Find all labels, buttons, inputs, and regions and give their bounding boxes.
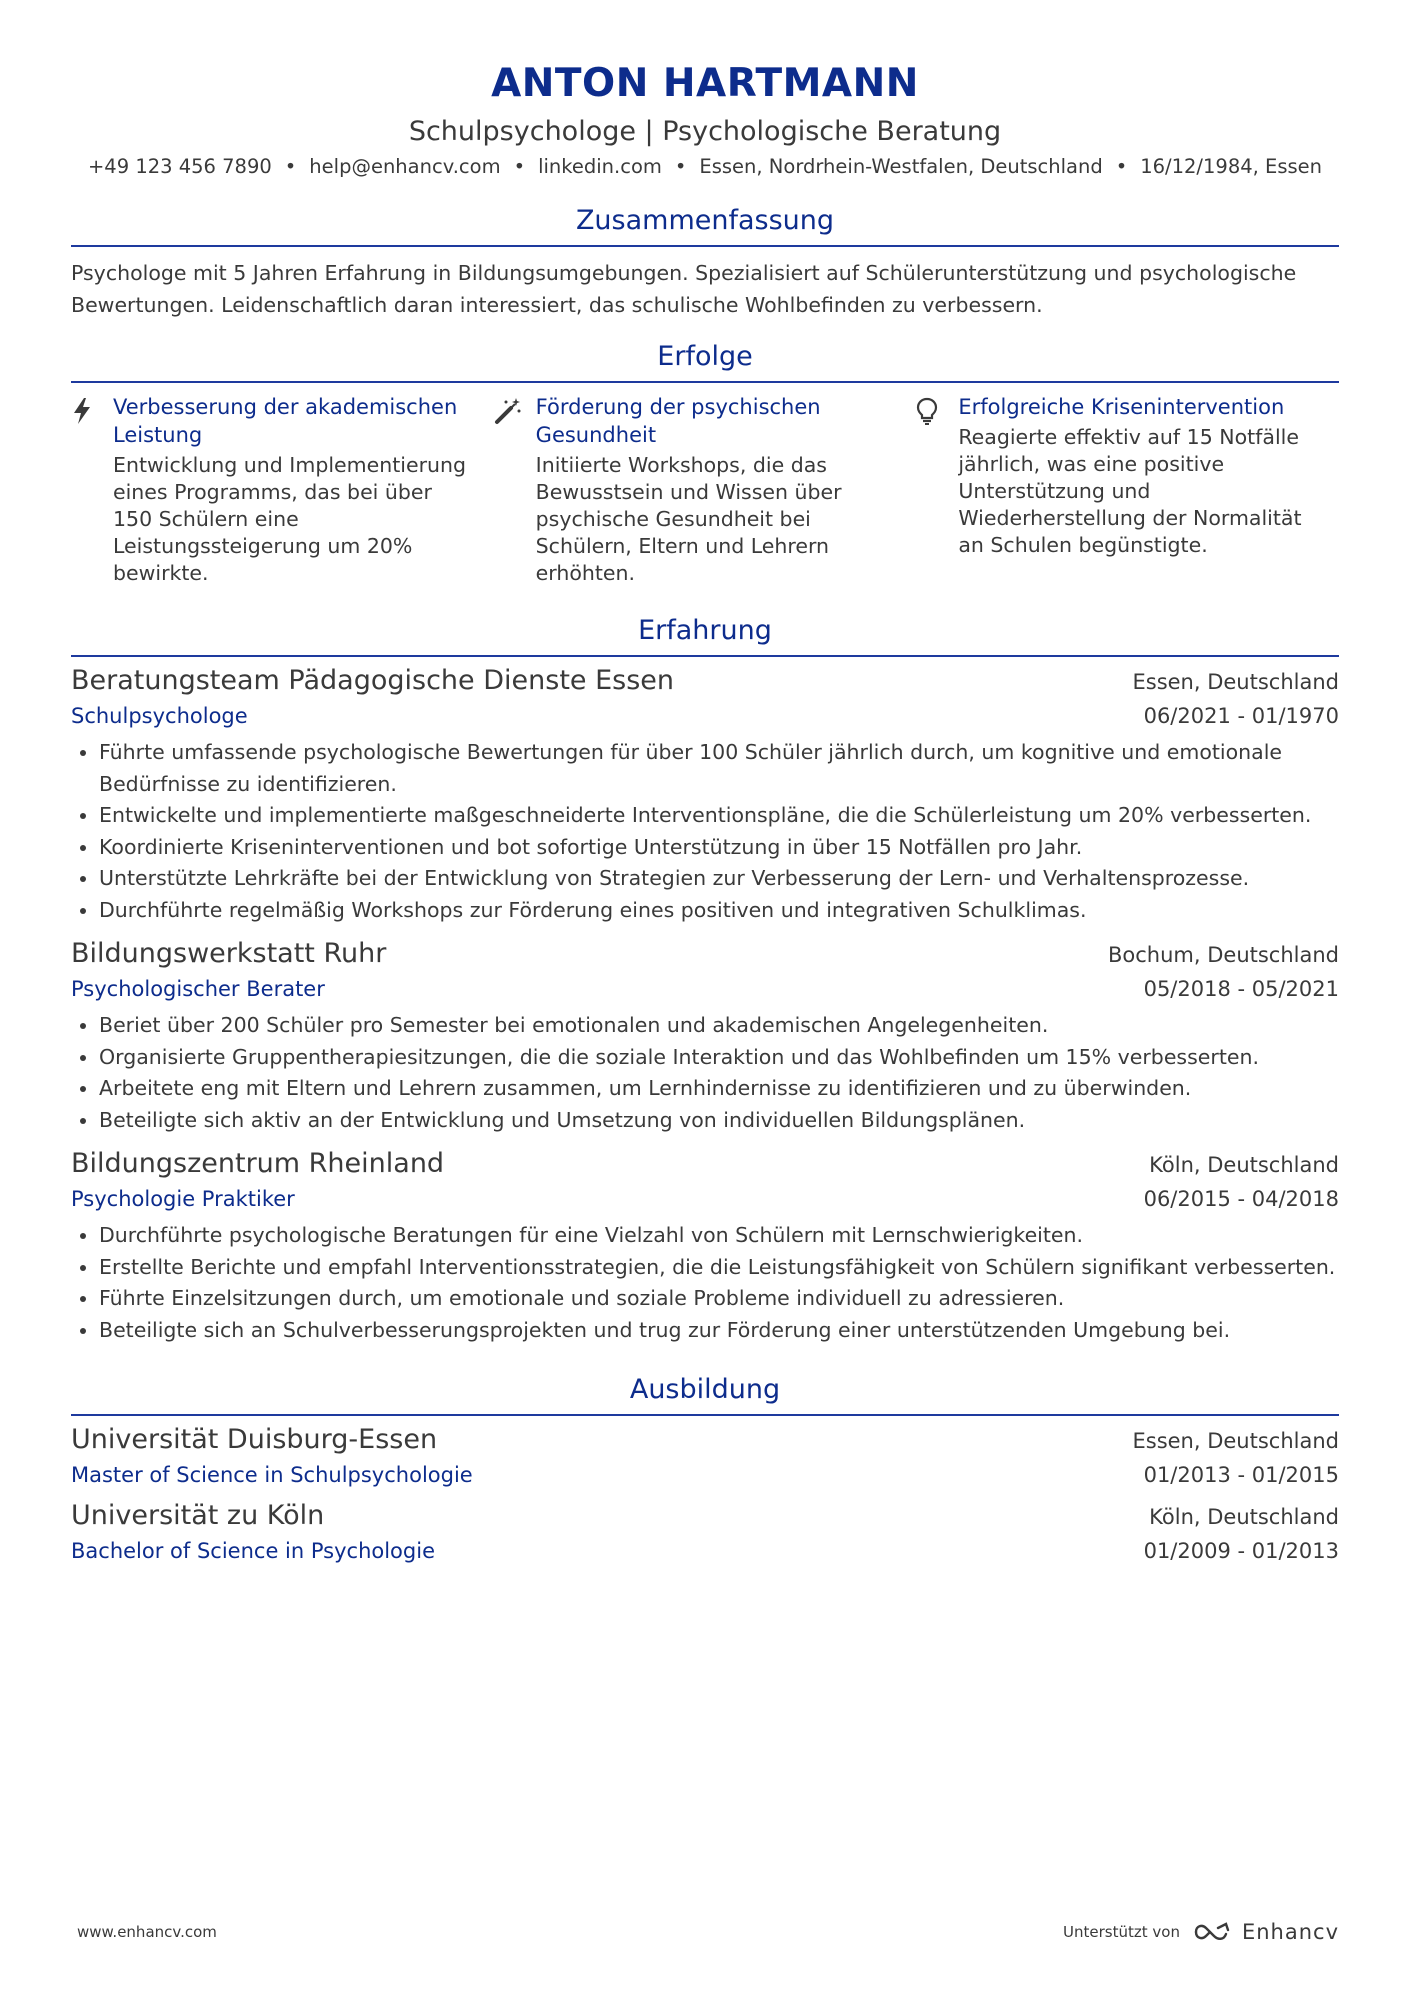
footer-website-link[interactable]: www.enhancv.com	[77, 1923, 217, 1941]
bullet-item: • Führte umfassende psychologische Bewertungen für über 100 Schüler jährlich durch, um kognitive und emotionale Bedürfnisse zu identifizieren.	[99, 737, 1339, 800]
page-footer	[77, 1920, 1339, 1944]
company-name: Bildungszentrum Rheinland	[71, 1148, 445, 1179]
powered-by	[1063, 1920, 1339, 1944]
candidate-name: ANTON HARTMANN	[491, 61, 919, 106]
job-title: Psychologischer Berater	[71, 977, 325, 1001]
achievement-item	[494, 393, 917, 587]
job-dates: 05/2018 - 05/2021	[1143, 977, 1339, 1001]
lightbulb-icon	[916, 393, 958, 587]
email-link[interactable]: help@enhancv.com	[309, 155, 501, 178]
bullet-separator: •	[513, 155, 526, 178]
achievement-title: Verbesserung der akademischen Leistung	[113, 395, 458, 447]
job-bullets	[71, 737, 1339, 926]
bullet-item: • Koordinierte Kriseninterventionen und bot sofortige Unterstützung in über 15 Notfällen pro Jahr.	[99, 832, 1339, 864]
job-title: Schulpsychologe	[71, 704, 248, 728]
education-entry	[71, 1498, 1339, 1566]
company-name: Bildungswerkstatt Ruhr	[71, 938, 387, 969]
bullet-item: • Durchführte psychologische Beratungen für eine Vielzahl von Schülern mit Lernschwierigkeiten.	[99, 1220, 1339, 1252]
education-section	[71, 1372, 1339, 1566]
magic-wand-icon	[494, 393, 536, 587]
bullet-separator: •	[674, 155, 687, 178]
achievement-title: Erfolgreiche Krisenintervention	[958, 395, 1285, 419]
achievement-description: Initiierte Workshops, die das Bewusstsein und Wissen über psychische Gesundheit bei Schülern, Eltern und Lehrern erhöhten.	[535, 453, 842, 585]
job-bullets	[71, 1010, 1339, 1136]
school-location: Köln, Deutschland	[1149, 1505, 1339, 1529]
enhancv-logo-icon	[1192, 1920, 1236, 1944]
job-entry	[71, 936, 1339, 1136]
powered-by-label: Unterstützt von	[1063, 1923, 1180, 1941]
job-location: Bochum, Deutschland	[1108, 943, 1339, 967]
job-bullets	[71, 1220, 1339, 1346]
section-title-achievements: Erfolge	[71, 339, 1339, 383]
experience-section	[71, 613, 1339, 1346]
bullet-item: • Arbeitete eng mit Eltern und Lehrern zusammen, um Lernhindernisse zu identifizieren und zu überwinden.	[99, 1073, 1339, 1105]
bullet-item: • Entwickelte und implementierte maßgeschneiderte Interventionspläne, die die Schülerleistung um 20% verbesserten.	[99, 800, 1339, 832]
bullet-item: • Beteiligte sich aktiv an der Entwicklung und Umsetzung von individuellen Bildungsplänen.	[99, 1105, 1339, 1137]
school-location: Essen, Deutschland	[1132, 1429, 1339, 1453]
section-title-summary: Zusammenfassung	[71, 203, 1339, 247]
job-entry	[71, 663, 1339, 926]
achievement-item	[71, 393, 494, 587]
achievement-description: Entwicklung und Implementierung eines Programms, das bei über 150 Schülern eine Leistungssteigerung um 20% bewirkte.	[113, 453, 466, 585]
achievements-list	[71, 393, 1339, 587]
degree: Master of Science in Schulpsychologie	[71, 1463, 473, 1487]
location: Essen, Nordrhein-Westfalen, Deutschland	[699, 155, 1103, 178]
bullet-separator: •	[284, 155, 297, 178]
lightning-icon	[71, 393, 113, 587]
contact-line	[71, 153, 1339, 181]
candidate-headline: Schulpsychologe | Psychologische Beratung	[408, 116, 1002, 147]
job-location: Köln, Deutschland	[1149, 1153, 1339, 1177]
birth-date-place: 16/12/1984, Essen	[1140, 155, 1323, 178]
achievement-description: Reagierte effektiv auf 15 Notfälle jährlich, was eine positive Unterstützung und Wiederherstellung der Normalität an Schulen begünstigte.	[958, 425, 1302, 557]
job-dates: 06/2015 - 04/2018	[1143, 1187, 1339, 1211]
bullet-separator: •	[1115, 155, 1128, 178]
section-title-experience: Erfahrung	[71, 613, 1339, 657]
achievement-item	[916, 393, 1339, 587]
job-title: Psychologie Praktiker	[71, 1187, 295, 1211]
job-location: Essen, Deutschland	[1132, 670, 1339, 694]
education-dates: 01/2009 - 01/2013	[1143, 1539, 1339, 1563]
bullet-item: • Unterstützte Lehrkräfte bei der Entwicklung von Strategien zur Verbesserung der Lern- und Verhaltensprozesse.	[99, 863, 1339, 895]
summary-section	[71, 203, 1339, 321]
bullet-item: • Führte Einzelsitzungen durch, um emotionale und soziale Probleme individuell zu adressieren.	[99, 1283, 1339, 1315]
achievement-title: Förderung der psychischen Gesundheit	[535, 395, 821, 447]
phone: +49 123 456 7890	[87, 155, 272, 178]
education-dates: 01/2013 - 01/2015	[1143, 1463, 1339, 1487]
achievements-section	[71, 339, 1339, 587]
bullet-item: • Beriet über 200 Schüler pro Semester bei emotionalen und akademischen Angelegenheiten.	[99, 1010, 1339, 1042]
resume-content	[71, 56, 1339, 1566]
enhancv-brand: Enhancv	[1241, 1920, 1339, 1944]
section-title-education: Ausbildung	[71, 1372, 1339, 1416]
linkedin-link[interactable]: linkedin.com	[538, 155, 662, 178]
company-name: Beratungsteam Pädagogische Dienste Essen	[71, 665, 675, 696]
degree: Bachelor of Science in Psychologie	[71, 1539, 435, 1563]
school-name: Universität Duisburg-Essen	[71, 1424, 438, 1455]
bullet-item: • Organisierte Gruppentherapiesitzungen, die die soziale Interaktion und das Wohlbefinden um 15% verbesserten.	[99, 1042, 1339, 1074]
school-name: Universität zu Köln	[71, 1500, 325, 1531]
summary-text: Psychologe mit 5 Jahren Erfahrung in Bildungsumgebungen. Spezialisiert auf Schülerunterstützung und psychologische Bewertungen. Leidenschaftlich daran interessiert, das schulische Wohlbefinden zu verbessern.	[71, 261, 1297, 317]
bullet-item: • Durchführte regelmäßig Workshops zur Förderung eines positiven und integrativen Schulklimas.	[99, 895, 1339, 927]
bullet-item: • Erstellte Berichte und empfahl Interventionsstrategien, die die Leistungsfähigkeit von Schülern signifikant verbesserten.	[99, 1252, 1339, 1284]
job-entry	[71, 1146, 1339, 1346]
job-dates: 06/2021 - 01/1970	[1143, 704, 1339, 728]
education-entry	[71, 1422, 1339, 1490]
bullet-item: • Beteiligte sich an Schulverbesserungsprojekten und trug zur Förderung einer unterstützenden Umgebung bei.	[99, 1315, 1339, 1347]
